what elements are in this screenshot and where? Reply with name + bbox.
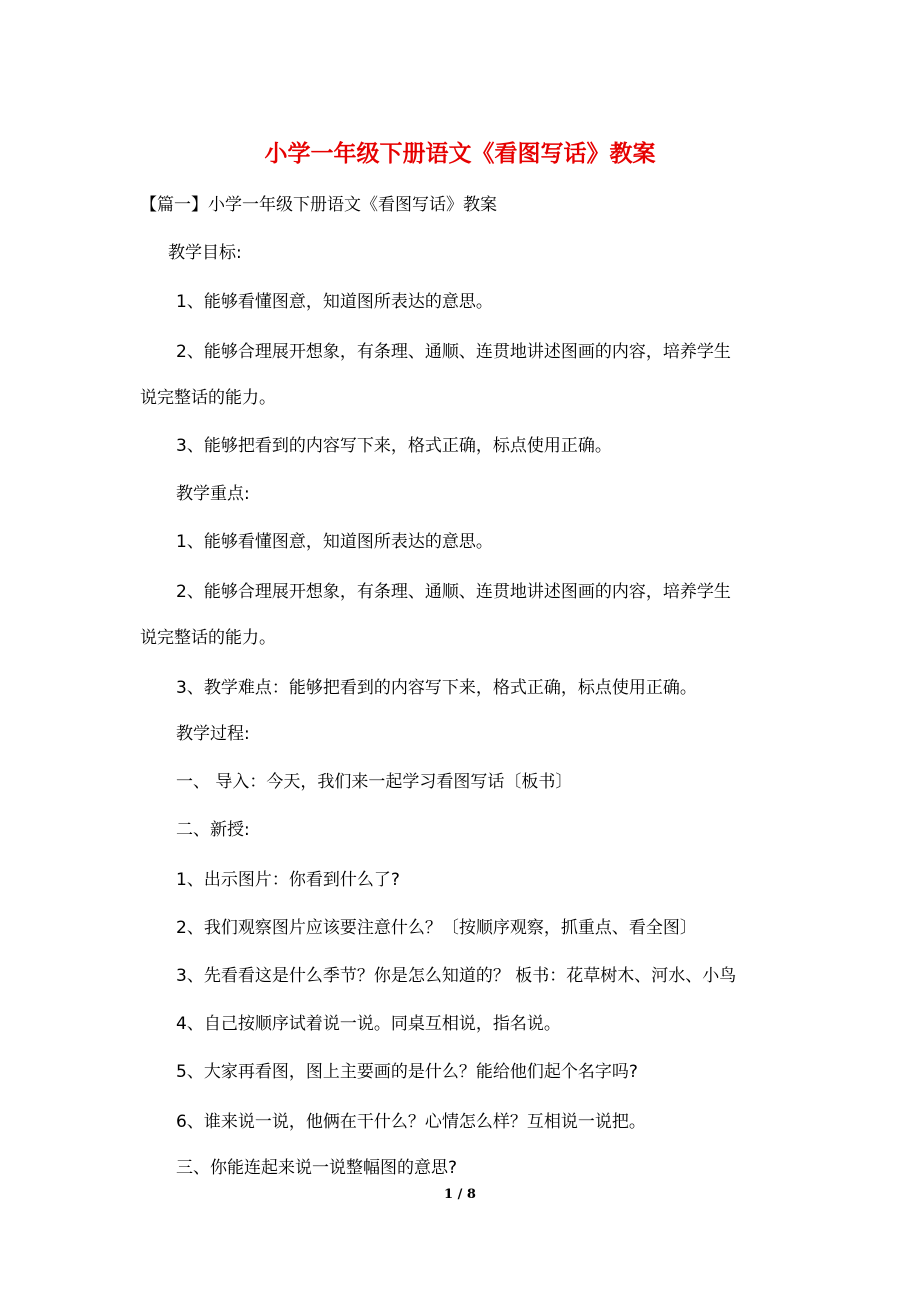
paragraph-line: 教学目标: xyxy=(168,243,242,263)
paragraph-line: 1、能够看懂图意，知道图所表达的意思。 xyxy=(176,292,493,312)
paragraph-line: 5、大家再看图，图上主要画的是什么？能给他们起个名字吗? xyxy=(176,1062,638,1082)
paragraph-line: 二、新授: xyxy=(176,820,250,840)
paragraph-line: 教学重点: xyxy=(176,484,250,504)
paragraph-line: 3、能够把看到的内容写下来，格式正确，标点使用正确。 xyxy=(176,436,612,456)
section-heading: 【篇一】小学一年级下册语文《看图写话》教案 xyxy=(140,195,497,215)
paragraph-line: 6、谁来说一说，他俩在干什么？心情怎么样？互相说一说把。 xyxy=(176,1112,646,1132)
paragraph-line: 三、你能连起来说一说整幅图的意思? xyxy=(176,1158,458,1178)
paragraph-line: 3、先看看这是什么季节？你是怎么知道的？ 板书：花草树木、河水、小鸟 xyxy=(176,966,737,986)
paragraph-line: 说完整话的能力。 xyxy=(140,628,276,648)
document-title: 小学一年级下册语文《看图写话》教案 xyxy=(264,140,656,167)
paragraph-line: 4、自己按顺序试着说一说。同桌互相说，指名说。 xyxy=(176,1014,561,1034)
paragraph-line: 2、能够合理展开想象，有条理、通顺、连贯地讲述图画的内容，培养学生 xyxy=(176,582,731,602)
paragraph-line: 1、能够看懂图意，知道图所表达的意思。 xyxy=(176,532,493,552)
paragraph-line: 一、 导入：今天，我们来一起学习看图写话〔板书〕 xyxy=(176,772,573,792)
paragraph-line: 2、能够合理展开想象，有条理、通顺、连贯地讲述图画的内容，培养学生 xyxy=(176,342,731,362)
paragraph-line: 1、出示图片：你看到什么了? xyxy=(176,870,400,890)
paragraph-line: 说完整话的能力。 xyxy=(140,388,276,408)
page-number: 1 / 8 xyxy=(444,1187,476,1202)
paragraph-line: 2、我们观察图片应该要注意什么？〔按顺序观察，抓重点、看全图〕 xyxy=(176,918,697,938)
paragraph-line: 3、教学难点：能够把看到的内容写下来，格式正确，标点使用正确。 xyxy=(176,678,697,698)
paragraph-line: 教学过程: xyxy=(176,724,250,744)
